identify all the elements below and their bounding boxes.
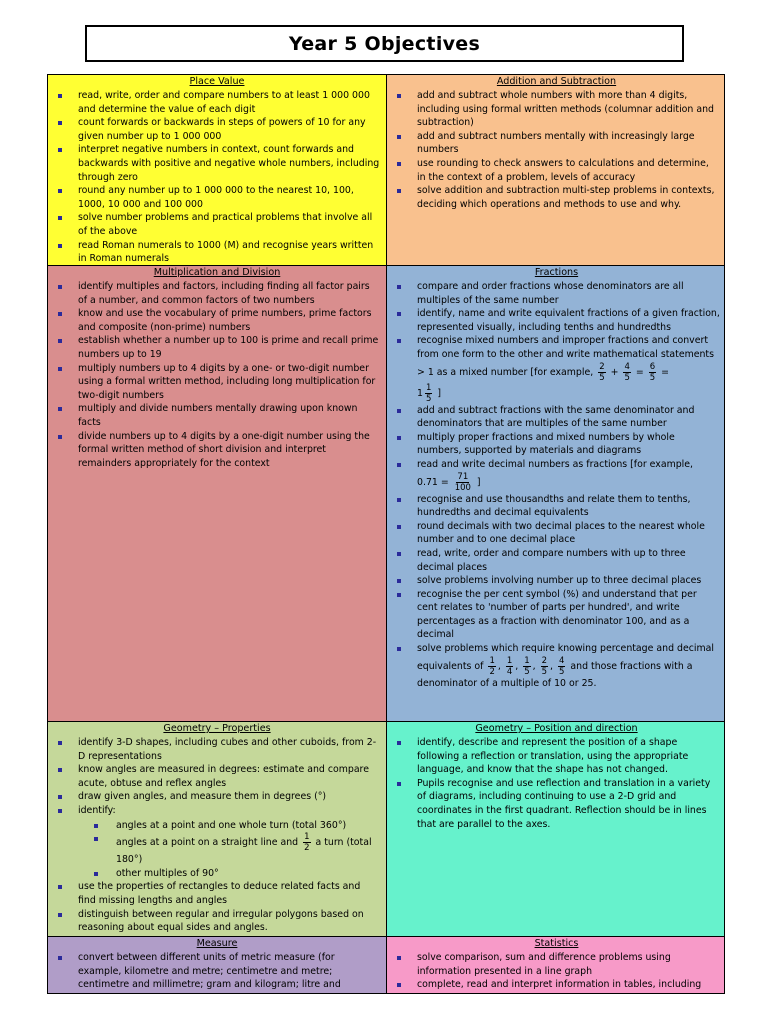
fractions-section <box>387 266 725 722</box>
sub-list-item: other multiples of 90° <box>78 867 380 881</box>
list-item: round any number up to 1 000 000 to the nearest 10, 100, 1000, 10 000 and 100 000 <box>52 184 382 211</box>
list-item: use the properties of rectangles to deduce related facts and find missing lengths and angles <box>52 880 382 907</box>
list-item: add and subtract whole numbers with more than 4 digits, including using formal written methods (columnar addition and subtraction) <box>391 89 722 130</box>
list-item: solve comparison, sum and difference problems using information presented in a line graph <box>391 951 722 978</box>
list-item: add and subtract numbers mentally with increasingly large numbers <box>391 130 722 157</box>
list-item: read, write, order and compare numbers with up to three decimal places <box>391 547 722 574</box>
list-item-identify <box>52 804 382 880</box>
list-item-percentages: solve problems which require knowing percentage and decimal equivalents of $\frac{1}{2}$ , $\frac{1}{4}$ , $\frac{1}{5}$ , $\frac{2}{5}$ , $\frac{4}{5}$ and those fractions with a denominator of a multiple of 10 or 25. <box>391 642 722 690</box>
geometry-position-section <box>387 722 725 937</box>
fraction: $\frac{2}{5}$ <box>541 655 548 677</box>
measure-list <box>52 951 382 992</box>
multiplication-division-heading: Multiplication and Division <box>153 267 281 278</box>
item-text: identify: <box>78 804 116 816</box>
place-value-list <box>52 89 382 266</box>
multiplication-division-list <box>52 280 382 470</box>
measure-heading: Measure <box>196 938 238 949</box>
list-item: identify, describe and represent the position of a shape following a reflection or translation, using the appropriate language, and know that the shape has not changed. <box>391 736 722 777</box>
multiplication-division-section <box>48 266 387 722</box>
list-item: solve number problems and practical problems that involve all of the above <box>52 211 382 238</box>
bracket: ] <box>476 476 481 488</box>
addition-subtraction-heading: Addition and Subtraction <box>496 76 617 87</box>
list-item: count forwards or backwards in steps of powers of 10 for any given number up to 1 000 000 <box>52 116 382 143</box>
place-value-section <box>48 75 387 266</box>
fraction: $\frac{4}{5}$ <box>559 655 565 677</box>
list-item: know angles are measured in degrees: estimate and compare acute, obtuse and reflex angles <box>52 763 382 790</box>
list-item-mixed-numbers <box>391 334 722 403</box>
item-text: a turn (total 180°) <box>116 837 372 866</box>
place-value-heading: Place Value <box>189 76 245 87</box>
operator: = <box>661 366 669 378</box>
item-text: angles at a point on a straight line and <box>116 837 299 849</box>
item-text: recognise mixed numbers and improper fractions and convert from one form to the other and write mathematical statements > 1 as a mixed number [for example, <box>417 335 714 378</box>
fraction: $\frac{1}{5}$ <box>425 382 432 404</box>
list-item: read Roman numerals to 1000 (M) and recognise years written in Roman numerals <box>52 239 382 266</box>
addition-subtraction-list <box>391 89 722 211</box>
measure-section <box>48 937 387 994</box>
mixed-whole: 1 <box>417 387 423 399</box>
fraction: $\frac{1}{2}$ <box>489 655 495 677</box>
geometry-properties-heading: Geometry – Properties <box>163 723 271 734</box>
fraction: $\frac{2}{5}$ <box>599 361 605 383</box>
list-item: add and subtract fractions with the same denominator and denominators that are multiples of the same number <box>391 404 722 431</box>
list-item: round decimals with two decimal places to the nearest whole number and to one decimal place <box>391 520 722 547</box>
fractions-list <box>391 280 722 690</box>
list-item: Pupils recognise and use reflection and translation in a variety of diagrams, including continuing to use a 2-D grid and coordinates in the first quadrant. Reflection should be in lines that are parallel to the axes. <box>391 777 722 831</box>
statistics-section <box>387 937 725 994</box>
operator: + <box>610 366 619 378</box>
sub-list-item <box>78 832 380 867</box>
list-item: identify, name and write equivalent fractions of a given fraction, represented visually, including tenths and hundredths <box>391 307 722 334</box>
geometry-position-list <box>391 736 722 831</box>
bracket: ] <box>437 387 442 399</box>
list-item: recognise the per cent symbol (%) and understand that per cent relates to 'number of parts per hundred', and write percentages as a fraction with denominator 100, and as a decimal <box>391 588 722 642</box>
list-item: use rounding to check answers to calculations and determine, in the context of a problem, levels of accuracy <box>391 157 722 184</box>
page-title: Year 5 Objectives <box>85 25 684 62</box>
fraction: $\frac{71}{100}$ <box>454 471 471 493</box>
list-item: interpret negative numbers in context, count forwards and backwards with positive and negative whole numbers, including through zero <box>52 143 382 184</box>
objectives-grid <box>47 74 725 994</box>
statistics-list <box>391 951 722 992</box>
list-item: establish whether a number up to 100 is prime and recall prime numbers up to 19 <box>52 334 382 361</box>
item-text: and those fractions with a denominator of a multiple of 10 or 25. <box>417 660 693 689</box>
operator: = <box>635 366 644 378</box>
list-item: complete, read and interpret information in tables, including <box>391 978 722 992</box>
fraction: $\frac{1}{5}$ <box>524 655 530 677</box>
list-item: draw given angles, and measure them in degrees (°) <box>52 790 382 804</box>
list-item: recognise and use thousandths and relate them to tenths, hundredths and decimal equivalents <box>391 493 722 520</box>
fractions-heading: Fractions <box>534 267 579 278</box>
list-item: convert between different units of metric measure (for example, kilometre and metre; centimetre and metre; centimetre and millimetre; gram and kilogram; litre and <box>52 951 382 992</box>
list-item: multiply and divide numbers mentally drawing upon known facts <box>52 402 382 429</box>
list-item: identify multiples and factors, including finding all factor pairs of a number, and common factors of two numbers <box>52 280 382 307</box>
geometry-properties-list <box>52 736 382 935</box>
list-item: compare and order fractions whose denominators are all multiples of the same number <box>391 280 722 307</box>
fraction: $\frac{1}{4}$ <box>506 655 513 677</box>
fraction: $\frac{4}{5}$ <box>624 361 630 383</box>
geometry-properties-section <box>48 722 387 937</box>
geometry-position-heading: Geometry – Position and direction <box>475 723 638 734</box>
fraction: $\frac{1}{2}$ <box>304 832 310 854</box>
list-item: identify 3-D shapes, including cubes and other cuboids, from 2-D representations <box>52 736 382 763</box>
list-item: distinguish between regular and irregular polygons based on reasoning about equal sides and angles. <box>52 908 382 935</box>
list-item: multiply proper fractions and mixed numbers by whole numbers, supported by materials and diagrams <box>391 431 722 458</box>
addition-subtraction-section <box>387 75 725 266</box>
list-item: solve problems involving number up to three decimal places <box>391 574 722 588</box>
list-item: read, write, order and compare numbers to at least 1 000 000 and determine the value of each digit <box>52 89 382 116</box>
list-item-decimals <box>391 458 722 493</box>
list-item: know and use the vocabulary of prime numbers, prime factors and composite (non-prime) numbers <box>52 307 382 334</box>
list-item: multiply numbers up to 4 digits by a one- or two-digit number using a formal written method, including long multiplication for two-digit numbers <box>52 362 382 403</box>
item-text: solve problems which require knowing percentage and decimal equivalents of <box>417 643 714 672</box>
sub-list <box>78 819 380 881</box>
statistics-heading: Statistics <box>534 938 579 949</box>
item-text: read and write decimal numbers as fractions [for example, <box>417 458 693 470</box>
fraction: $\frac{6}{5}$ <box>649 361 656 383</box>
equation-lhs: 0.71 = <box>417 476 449 488</box>
list-item: divide numbers up to 4 digits by a one-digit number using the formal written method of short division and interpret remainders appropriately for the context <box>52 430 382 471</box>
list-item: solve addition and subtraction multi-step problems in contexts, deciding which operations and methods to use and why. <box>391 184 722 211</box>
sub-list-item: angles at a point and one whole turn (total 360°) <box>78 819 380 833</box>
